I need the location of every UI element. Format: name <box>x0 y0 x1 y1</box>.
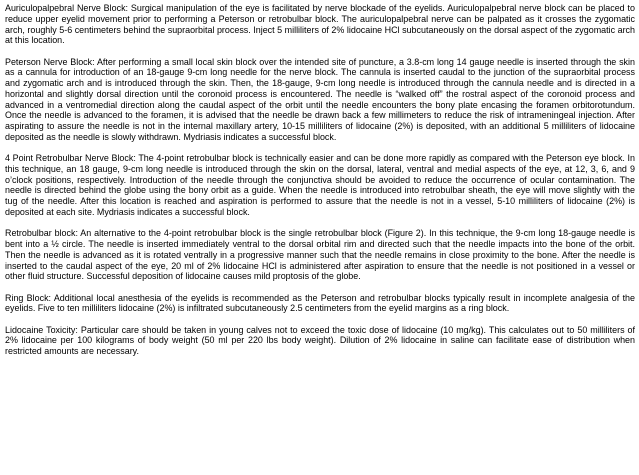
paragraph-retrobulbar-block: Retrobulbar block: An alternative to the 4-point retrobulbar block is the single retrobulbar block (Figure 2). In this technique, the 9-cm long 18-gauge needle is bent into a ½ circle. The needle is inserted immediately ventral to the dorsal orbital rim and directed such that the needle impacts into the bone of the orbit. Then the needle is advanced as it is rotated ventrally in a progressive manner such that the needle remains in close proximity to the bone. After the needle is inserted to the caudal aspect of the eye, 20 ml of 2% lidocaine HCl is administered after aspiration to ensure that the needle is not positioned in a vessel or other fluid structure. Successful deposition of lidocaine causes mild proptosis of the globe. <box>5 228 635 282</box>
paragraph-peterson-nerve-block: Peterson Nerve Block: After performing a small local skin block over the intended site of puncture, a 3.8-cm long 14 gauge needle is inserted through the skin as a cannula for introduction of an 18-gauge 9-cm long needle for the nerve block. The cannula is inserted caudal to the junction of the supraorbital process and zygomatic arch and is introduced through the skin. Then, the 18-gauge, 9-cm long needle is introduced through the cannula needle and is directed in a horizontal and slightly dorsal direction until the coronoid process is encountered. The needle is “walked off” the rostral aspect of the coronoid process and advanced in a ventromedial direction along the caudal aspect of the orbit until the needle encounters the bony plate encasing the foramen orbitorotundum. Once the needle is advanced to the foramen, it is advised that the needle be drawn back a few millimeters to reduce the risk of intrameningeal injection. After aspirating to assure the needle is not in the internal maxillary artery, 10-15 milliliters of lidocaine (2%) is deposited, with an additional 5 milliliters of lidocaine deposited as the needle is slowly withdrawn. Mydriasis indicates a successful block. <box>5 56 635 142</box>
paragraph-auriculopalpebral-nerve-block: Auriculopalpebral Nerve Block: Surgical manipulation of the eye is facilitated by nerve blockade of the eyelids. Auriculopalpebral nerve block can be placed to reduce upper eyelid movement prior to performing a Peterson or retrobulbar block. The auriculopalpebral nerve can be palpated as it crosses the zygomatic arch, roughly 5-6 centimeters behind the supraorbital process. Inject 5 milliliters of 2% lidocaine HCl subcutaneously on the dorsal aspect of the zygomatic arch at this location. <box>5 3 635 46</box>
paragraph-ring-block: Ring Block: Additional local anesthesia of the eyelids is recommended as the Peterson and retrobulbar blocks typically result in incomplete analgesia of the eyelids. Five to ten milliliters lidocaine (2%) is infiltrated subcutaneously 2.5 centimeters from the eyelid margins as a ring block. <box>5 292 635 314</box>
document-body <box>5 3 635 357</box>
paragraph-lidocaine-toxicity: Lidocaine Toxicity: Particular care should be taken in young calves not to exceed the toxic dose of lidocaine (10 mg/kg). This calculates out to 50 milliliters of 2% lidocaine per 100 kilograms of body weight (50 ml per 220 lbs body weight). Dilution of 2% lidocaine in saline can facilitate ease of distribution when restricted amounts are necessary. <box>5 324 635 357</box>
paragraph-four-point-retrobulbar-block: 4 Point Retrobulbar Nerve Block: The 4-point retrobulbar block is technically easier and can be done more rapidly as compared with the Peterson eye block. In this technique, an 18 gauge, 9-cm long needle is introduced through the skin on the dorsal, lateral, ventral and medial aspects of the eye, at 12, 3, 6, and 9 o’clock positions, respectively. Introduction of the needle through the conjunctiva should be avoided to reduce the occurrence of ocular contamination. The needle is directed behind the globe using the bony orbit as a guide. When the needle is introduced into retrobulbar sheath, the eye will move slightly with the tug of the needle. After this location is reached and aspiration is performed to assure that the needle is not in a vessel, 5-10 milliliters of lidocaine (2%) is deposited at each site. Mydriasis indicates a successful block. <box>5 153 635 217</box>
